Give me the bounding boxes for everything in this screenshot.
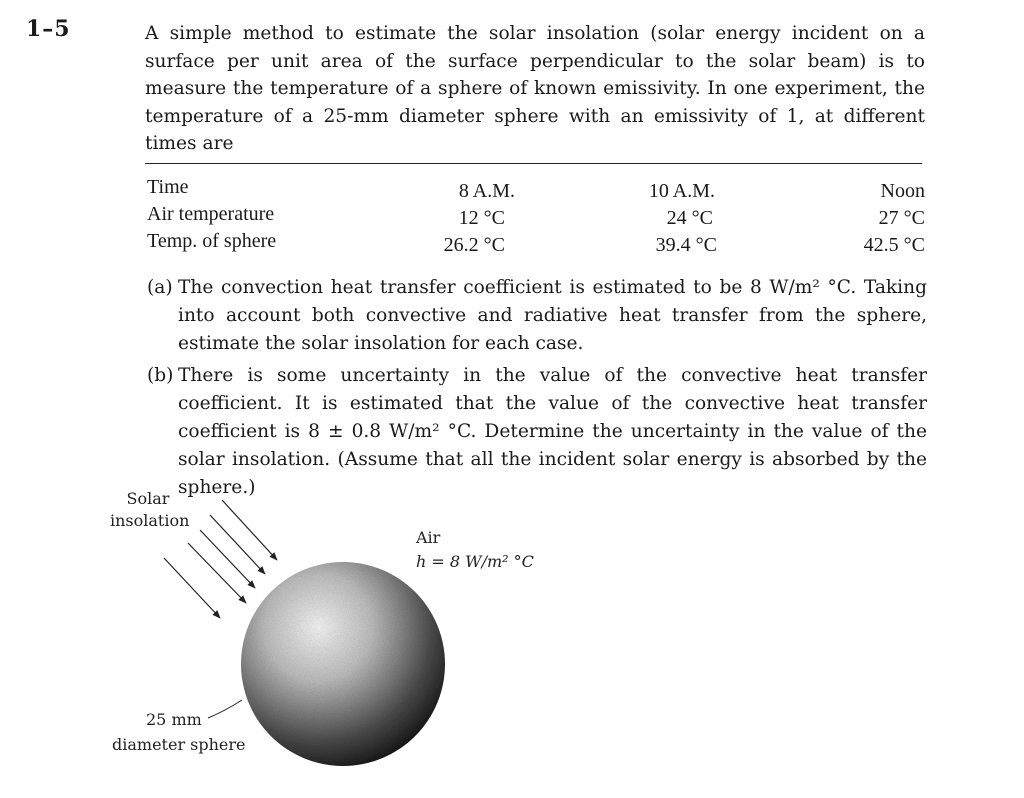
table-row-time	[147, 173, 925, 200]
table-cell: 27 °C	[878, 207, 925, 229]
problem-statement: A simple method to estimate the solar insolation (solar energy incident on a surface per unit area of the surface perpendicular to the solar beam) is to measure the temperature of a sphere of known emissivity. In one experiment, the temperature of a 25-mm diameter sphere with an emissivity of 1, at different times are	[145, 23, 925, 154]
table-cell: 8 A.M.	[458, 180, 515, 202]
row-label: Air temperature	[147, 203, 275, 225]
part-a	[147, 274, 927, 358]
sphere-description-label: diameter sphere	[112, 735, 246, 754]
row-label: Temp. of sphere	[147, 230, 277, 252]
sphere	[241, 562, 445, 766]
table-top-rule	[145, 163, 922, 164]
table-row-air-temperature	[147, 200, 925, 227]
leader-line	[208, 700, 242, 718]
table-cell: Noon	[880, 180, 925, 202]
solar-label-line1: Solar	[126, 489, 170, 508]
sphere-figure	[90, 478, 570, 778]
table-row-sphere-temperature	[147, 227, 925, 254]
data-table	[147, 173, 925, 254]
convection-coefficient-label: h = 8 W/m² °C	[416, 552, 534, 571]
row-label: Time	[147, 176, 189, 198]
table-cell: 39.4 °C	[655, 234, 717, 256]
part-text: There is some uncertainty in the value of the convective heat transfer coefficient. It is estimated that the value of the convective heat transfer coefficient is 8 ± 0.8 W/m² °C. Determine the uncertainty in the value of the solar insolation. (Assume that all the incident solar energy is absorbed by the sphere.)	[178, 365, 927, 498]
table-cell: 24 °C	[666, 207, 713, 229]
part-tag: (a)	[147, 277, 173, 298]
problem-number: 1–5	[26, 16, 71, 42]
table-cell: 10 A.M.	[648, 180, 715, 202]
part-tag: (b)	[147, 365, 174, 386]
table-cell: 26.2 °C	[443, 234, 505, 256]
air-label: Air	[416, 528, 441, 547]
table-cell: 42.5 °C	[863, 234, 925, 256]
question-parts	[147, 274, 927, 506]
table-cell: 12 °C	[458, 207, 505, 229]
diameter-value-label: 25 mm	[146, 710, 202, 729]
part-text: The convection heat transfer coefficient is estimated to be 8 W/m² °C. Taking into account both convective and radiative heat transfer from the sphere, estimate the solar insolation for each case.	[178, 277, 927, 354]
solar-label-line2: insolation	[110, 511, 190, 530]
solar-insolation-label	[110, 488, 190, 532]
